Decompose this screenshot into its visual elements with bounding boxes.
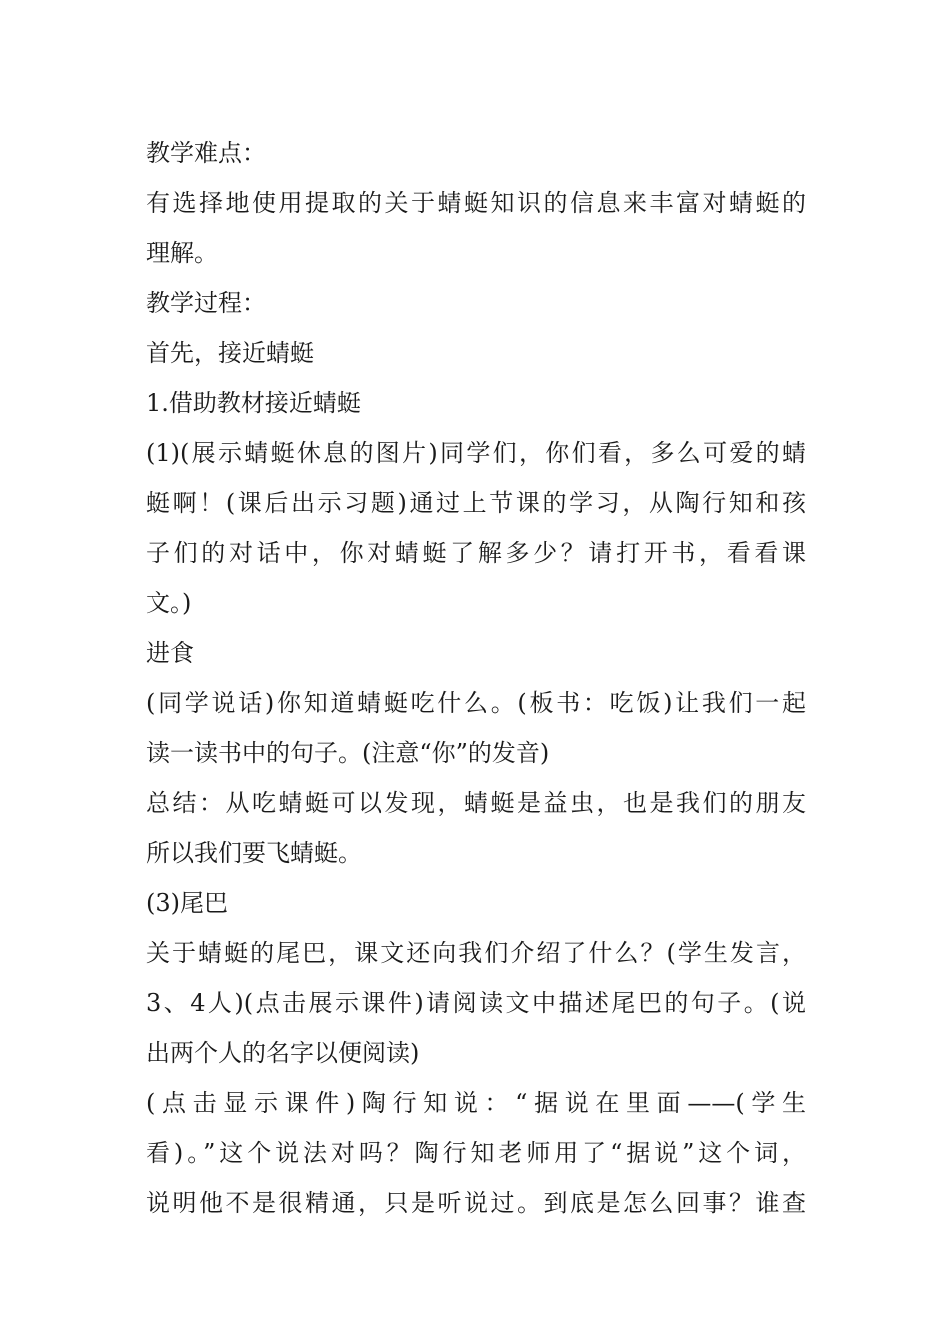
text-line: (点击显示课件)陶行知说：“据说在里面——(学生 xyxy=(146,1089,806,1117)
text-line: 文。) xyxy=(146,589,192,617)
text-line: 看)。”这个说法对吗？陶行知老师用了“据说”这个词， xyxy=(146,1139,806,1167)
text-line: 关于蜻蜓的尾巴，课文还向我们介绍了什么？(学生发言， xyxy=(146,939,806,967)
text-line: 所以我们要飞蜻蜓。 xyxy=(146,839,362,867)
text-line: (1)(展示蜻蜓休息的图片)同学们，你们看，多么可爱的蜻 xyxy=(146,439,806,467)
section-heading-difficulty: 教学难点： xyxy=(146,139,266,167)
section-heading-process: 教学过程： xyxy=(146,289,266,317)
text-line: 说明他不是很精通，只是听说过。到底是怎么回事？谁查 xyxy=(146,1189,806,1217)
text-line: 3、4人)(点击展示课件)请阅读文中描述尾巴的句子。(说 xyxy=(146,989,806,1017)
sub-heading-eating: 进食 xyxy=(146,639,194,667)
document-body xyxy=(146,128,806,1228)
text-line: 蜓啊！(课后出示习题)通过上节课的学习，从陶行知和孩 xyxy=(146,489,806,517)
text-line: 理解。 xyxy=(146,239,218,267)
text-line: 读一读书中的句子。(注意“你”的发音) xyxy=(146,739,550,767)
text-line: (同学说话)你知道蜻蜓吃什么。(板书：吃饭)让我们一起 xyxy=(146,689,806,717)
sub-step-heading: 1.借助教材接近蜻蜓 xyxy=(146,389,361,417)
sub-heading-tail: (3)尾巴 xyxy=(146,889,228,917)
step-heading: 首先，接近蜻蜓 xyxy=(146,339,314,367)
text-line: 出两个人的名字以便阅读) xyxy=(146,1039,420,1067)
text-line: 有选择地使用提取的关于蜻蜓知识的信息来丰富对蜻蜓的 xyxy=(146,189,806,217)
text-line: 子们的对话中，你对蜻蜓了解多少？请打开书，看看课 xyxy=(146,539,806,567)
text-line: 总结：从吃蜻蜓可以发现，蜻蜓是益虫，也是我们的朋友 xyxy=(146,789,806,817)
